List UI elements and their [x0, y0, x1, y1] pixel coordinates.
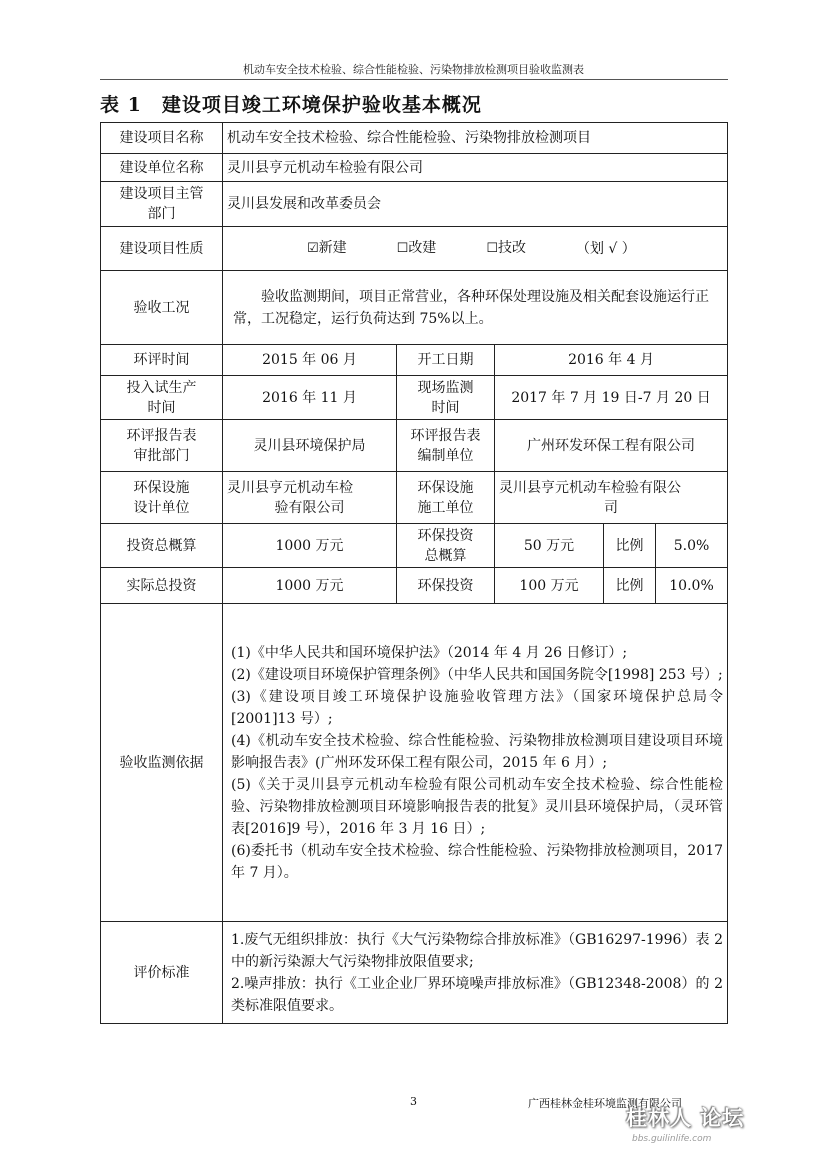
construction-unit-line1: 灵川县亨元机动车检验有限公 — [499, 479, 681, 496]
row-trial-production — [101, 376, 728, 420]
basis-item: (3)《建设项目竣工环境保护设施验收管理方法》（国家环境保护总局令[2001]13 号）; — [231, 688, 724, 727]
basis-item: (5)《关于灵川县亨元机动车检验有限公司机动车安全技术检验、综合性能检验、污染物排放检测项目环境影响报告表的批复》灵川县环境保护局，（灵环管表[2016]9 号），2016 年 3 月 16 日）; — [231, 776, 724, 837]
value-budget-ratio: 5.0% — [656, 524, 728, 568]
table-number: 表 1 — [100, 94, 142, 116]
checkbox-empty-icon: ☐ — [396, 241, 409, 256]
option-tech — [486, 238, 526, 259]
checkbox-checked-icon: ☑ — [307, 241, 319, 256]
table-title-text: 建设项目竣工环境保护验收基本概况 — [161, 94, 482, 116]
row-nature — [101, 227, 728, 271]
option-tech-label: 技改 — [497, 240, 526, 256]
label-design-unit — [101, 472, 223, 524]
running-header: 机动车安全技术检验、综合性能检验、污染物排放检测项目验收监测表 — [243, 63, 584, 76]
acceptance-summary-table — [100, 122, 728, 1024]
header-divider — [100, 79, 728, 80]
label-trial-line2: 时间 — [147, 399, 176, 416]
value-field-monitoring: 2017 年 7 月 19 日-7 月 20 日 — [495, 376, 728, 420]
row-budget — [101, 524, 728, 568]
basis-item: (1)《中华人民共和国环境保护法》（2014 年 4 月 26 日修订）; — [231, 644, 628, 661]
label-approval-line1: 环评报告表 — [126, 427, 197, 444]
label-project-name: 建设项目名称 — [101, 123, 223, 154]
row-condition — [101, 271, 728, 345]
label-design-line2: 设计单位 — [133, 499, 190, 516]
label-monitoring-line1: 现场监测 — [417, 379, 474, 396]
row-unit-name — [101, 154, 728, 182]
label-construction-unit — [397, 472, 495, 524]
label-basis: 验收监测依据 — [101, 604, 223, 922]
condition-text: 验收监测期间，项目正常营业，各种环保处理设施及相关配套设施运行正常，工况稳定，运行负荷达到 75%以上。 — [233, 288, 709, 327]
label-start-date: 开工日期 — [397, 345, 495, 376]
option-rebuild-label: 改建 — [408, 240, 437, 256]
row-project-name — [101, 123, 728, 154]
label-env-budget — [397, 524, 495, 568]
value-design-unit — [223, 472, 397, 524]
label-env-investment: 环保投资 — [397, 568, 495, 604]
value-trial-production: 2016 年 11 月 — [223, 376, 397, 420]
value-authority: 灵川县发展和改革委员会 — [223, 182, 728, 227]
value-actual-investment: 1000 万元 — [223, 568, 397, 604]
checkbox-empty-icon: ☐ — [486, 241, 498, 256]
row-actual — [101, 568, 728, 604]
label-env-budget-line2: 总概算 — [424, 547, 467, 564]
label-actual-investment: 实际总投资 — [101, 568, 223, 604]
label-approval-dept — [101, 420, 223, 472]
label-eia-time: 环评时间 — [101, 345, 223, 376]
design-unit-line2: 验有限公司 — [274, 499, 345, 516]
table-title — [100, 90, 482, 117]
label-unit-name: 建设单位名称 — [101, 154, 223, 182]
row-approval — [101, 420, 728, 472]
row-design — [101, 472, 728, 524]
value-total-budget: 1000 万元 — [223, 524, 397, 568]
label-authority-line2: 部门 — [147, 206, 176, 222]
label-condition: 验收工况 — [101, 271, 223, 345]
standard-item: 2.噪声排放：执行《工业企业厂界环境噪声排放标准》（GB12348-2008）的 2 类标准限值要求。 — [231, 975, 724, 1014]
option-rebuild — [397, 238, 437, 259]
design-unit-line1: 灵川县亨元机动车检 — [227, 479, 353, 496]
watermark-url: bbs.guilinlife.com — [632, 1134, 712, 1144]
value-nature — [223, 227, 728, 271]
label-trial-line1: 投入试生产 — [126, 379, 197, 396]
value-env-investment: 100 万元 — [495, 568, 604, 604]
label-authority — [101, 182, 223, 227]
row-standard — [101, 922, 728, 1024]
label-monitoring-line2: 时间 — [431, 399, 460, 416]
option-new-label: 新建 — [318, 240, 347, 256]
basis-item: (2)《建设项目环境保护管理条例》（中华人民共和国国务院令[1998] 253 号）; — [231, 666, 723, 683]
label-prep-line1: 环评报告表 — [410, 427, 481, 444]
basis-item: (4)《机动车安全技术检验、综合性能检验、污染物排放检测项目建设项目环境影响报告表》(广州环发环保工程有限公司，2015 年 6 月）; — [231, 732, 724, 771]
value-condition — [223, 271, 728, 345]
label-env-budget-line1: 环保投资 — [417, 527, 474, 544]
footer-organization: 广西桂林金桂环境监测有限公司 — [528, 1097, 682, 1110]
value-basis — [223, 604, 728, 922]
row-eia-time — [101, 345, 728, 376]
label-field-monitoring — [397, 376, 495, 420]
value-standard — [223, 922, 728, 1024]
label-trial-production — [101, 376, 223, 420]
row-basis — [101, 604, 728, 922]
label-approval-line2: 审批部门 — [133, 447, 190, 464]
label-prep-line2: 编制单位 — [417, 447, 474, 464]
label-construction-line2: 施工单位 — [417, 499, 474, 516]
standard-item: 1.废气无组织排放：执行《大气污染物综合排放标准》（GB16297-1996）表 2 中的新污染源大气污染物排放限值要求; — [231, 931, 724, 970]
label-standard: 评价标准 — [101, 922, 223, 1024]
label-total-budget: 投资总概算 — [101, 524, 223, 568]
value-unit-name: 灵川县亨元机动车检验有限公司 — [223, 154, 728, 182]
value-project-name: 机动车安全技术检验、综合性能检验、污染物排放检测项目 — [223, 123, 728, 154]
label-design-line1: 环保设施 — [133, 479, 190, 496]
row-authority — [101, 182, 728, 227]
value-prep-unit: 广州环发环保工程有限公司 — [495, 420, 728, 472]
label-construction-line1: 环保设施 — [417, 479, 474, 496]
value-env-budget: 50 万元 — [495, 524, 604, 568]
label-actual-ratio: 比例 — [604, 568, 656, 604]
label-prep-unit — [397, 420, 495, 472]
value-eia-time: 2015 年 06 月 — [223, 345, 397, 376]
value-construction-unit — [495, 472, 728, 524]
watermark-logo: 桂林人 论坛 — [626, 1106, 745, 1130]
value-start-date: 2016 年 4 月 — [495, 345, 728, 376]
construction-unit-line2: 司 — [604, 499, 619, 516]
label-nature: 建设项目性质 — [101, 227, 223, 271]
option-new — [307, 238, 347, 259]
label-budget-ratio: 比例 — [604, 524, 656, 568]
basis-item: (6)委托书（机动车安全技术检验、综合性能检验、污染物排放检测项目，2017 年 7 月）。 — [231, 842, 724, 881]
nature-note: （划 √ ） — [575, 240, 636, 257]
value-approval-dept: 灵川县环境保护局 — [223, 420, 397, 472]
label-authority-line1: 建设项目主管 — [119, 186, 204, 202]
value-actual-ratio: 10.0% — [656, 568, 728, 604]
page-number: 3 — [410, 1095, 417, 1108]
